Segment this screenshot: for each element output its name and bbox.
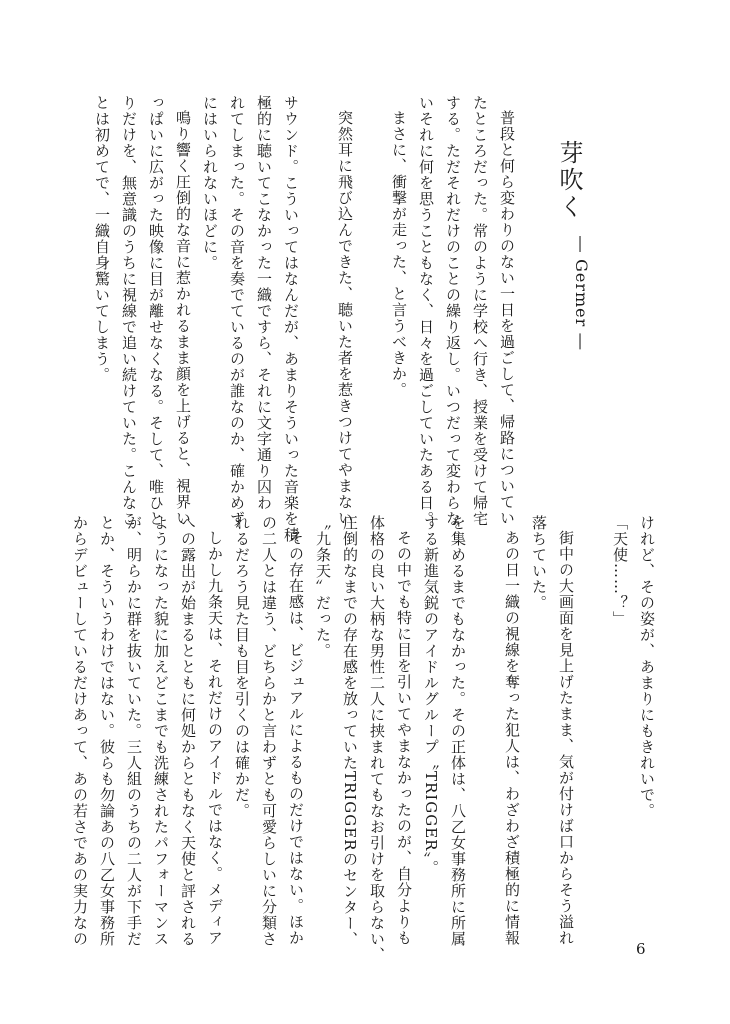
- text-line: 〝九条天〟だった。: [314, 515, 332, 659]
- text-line: りだけを、無意識のうちに視線で追い続けていた。こんなこ: [120, 95, 138, 527]
- text-line: とか、そういうわけではない。彼らも勿論あの八乙女事務所: [98, 515, 116, 947]
- text-line: への露出が始まるとともに何処からともなく天使と評される: [179, 515, 197, 947]
- page-number: 6: [636, 940, 646, 958]
- text-line: 街中の大画面を見上げたまま、気が付けば口からそう溢れ: [557, 530, 575, 946]
- text-line: 落ちていた。: [530, 515, 548, 611]
- text-line: 圧倒的なまでの存在感を放っていたTRIGGERのセンター、: [341, 515, 359, 948]
- top-text-block: [93, 95, 520, 543]
- text-line: っぱいに広がった映像に目が離せなくなる。そして、唯ひと: [147, 95, 165, 527]
- text-line: を集めるまでもなかった。その正体は、八乙女事務所に所属: [449, 515, 467, 947]
- text-line: する。ただそれだけのことの繰り返し。いつだって変わらな: [444, 95, 462, 527]
- text-line: 「天使……？」: [611, 515, 629, 627]
- text-line: にはいられないほどに。: [201, 95, 219, 271]
- text-line: まさに、衝撃が走った、と言うべきか。: [390, 110, 408, 398]
- text-line: が、明らかに群を抜いていた。三人組のうちの二人が下手だ: [125, 515, 143, 947]
- text-line: その存在感は、ビジュアルによるものだけではない。ほか: [287, 530, 305, 946]
- text-line: けれど、その姿が、あまりにもきれいで。: [638, 515, 656, 819]
- text-line: 突然耳に飛び込んできた、聴いた者を惹きつけてやまない: [336, 110, 354, 526]
- text-line: いそれに何を思うこともなく、日々を過ごしていたある日。: [417, 95, 435, 527]
- text-line: ようになった貌に加えどこまでも洗練されたパフォーマンス: [152, 515, 170, 947]
- text-line: 普段と何ら変わりのない一日を過ごして、帰路についてい: [498, 110, 516, 526]
- text-line: 体格の良い大柄な男性二人に挟まれてもなお引けを取らない、: [368, 515, 386, 963]
- text-line: の二人とは違う、どちらかと言わずとも可愛らしいに分類さ: [260, 515, 278, 947]
- text-line: とは初めてで、一織自身驚いてしまう。: [93, 95, 111, 383]
- text-line: からデビューしているだけあって、あの若さであの実力なの: [71, 515, 89, 947]
- chapter-title: 芽吹く: [555, 140, 583, 221]
- text-line: れてしまった。その音を奏でているのが誰なのか、確かめず: [228, 95, 246, 527]
- text-line: しかし九条天は、それだけのアイドルではなく。メディア: [206, 530, 224, 946]
- text-line: その中でも特に目を引いてやまなかったのが、自分よりも: [395, 530, 413, 946]
- text-line: れるだろう見た目も目を引くのは確かだ。: [233, 515, 251, 819]
- bottom-text-block: [71, 515, 660, 963]
- text-line: サウンド。こういってはなんだが、あまりそういった音楽を積: [282, 95, 300, 543]
- text-line: 鳴り響く圧倒的な音に惹かれるまま顔を上げると、視界い: [174, 110, 192, 526]
- text-line: する新進気鋭のアイドルグループ〝TRIGGER〟。: [422, 515, 440, 876]
- text-line: 極的に聴いてこなかった一織ですら、それに文字通り囚わ: [255, 95, 273, 511]
- text-line: あの日一織の視線を奪った犯人は、わざわざ積極的に情報: [503, 530, 521, 946]
- chapter-subtitle: ― Germer ―: [572, 236, 591, 351]
- text-line: たところだった。常のように学校へ行き、授業を受けて帰宅: [471, 95, 489, 527]
